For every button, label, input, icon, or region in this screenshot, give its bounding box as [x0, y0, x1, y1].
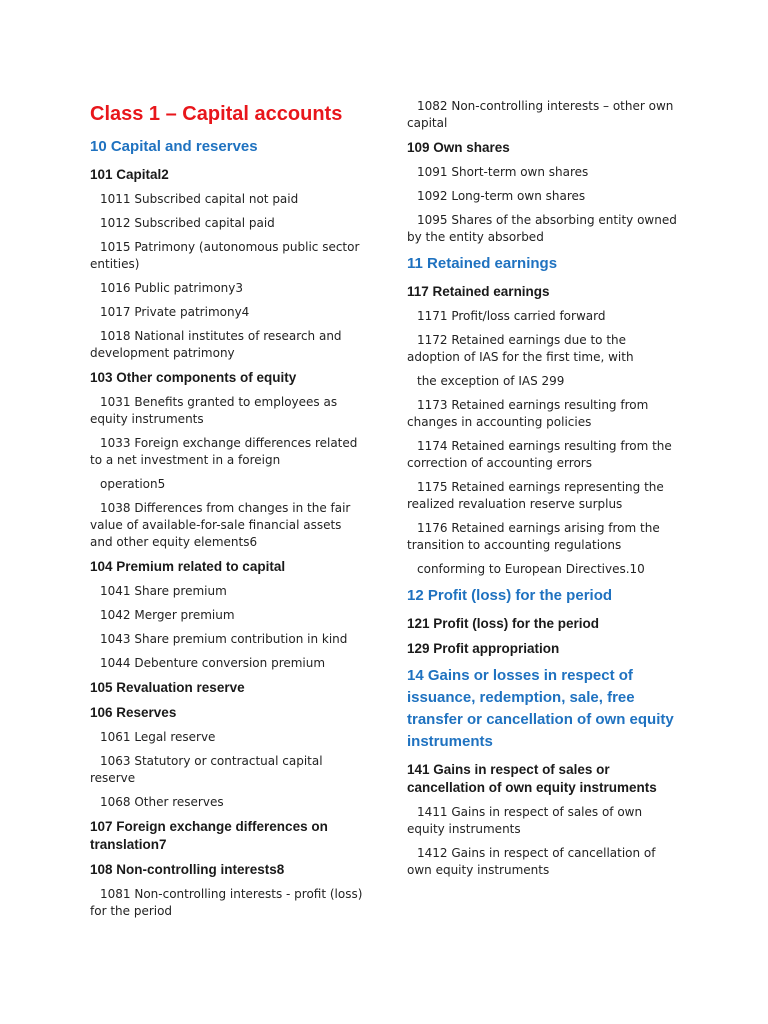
account-item-1092-long-term-own-shares: 1092 Long-term own shares [417, 189, 586, 203]
account-item-1061-legal-reserve: 1061 Legal reserve [100, 730, 216, 744]
account-item-1043-share-premium-contribution-in-kind: 1043 Share premium contribution in kind [100, 632, 348, 646]
account-item-1018-national-institutes-of-research-and: 1018 National institutes of research and development patrimony [90, 329, 342, 360]
account-heading-103-other-components-of-equity: 103 Other components of equity [90, 370, 297, 385]
account-item-1038-differences-from-changes-in-the-fai: 1038 Differences from changes in the fair value of available-for-sale financial assets and other equity elements6 [90, 501, 351, 549]
account-item-1174-retained-earnings-resulting-from-th: 1174 Retained earnings resulting from the correction of accounting errors [407, 439, 672, 470]
account-item-operation5: operation5 [100, 477, 166, 491]
account-item-1015-patrimony-autonomous-public-sector-: 1015 Patrimony (autonomous public sector entities) [90, 240, 360, 271]
account-item-1011-subscribed-capital-not-paid: 1011 Subscribed capital not paid [100, 192, 299, 206]
account-item-1063-statutory-or-contractual-capital-re: 1063 Statutory or contractual capital reserve [90, 754, 323, 785]
section-heading-14-gains-or-losses-in-respect-of-issuanc: 14 Gains or losses in respect of issuance, redemption, sale, free transfer or cancellation of own equity instruments [407, 667, 674, 750]
account-item-1176-retained-earnings-arising-from-the-: 1176 Retained earnings arising from the transition to accounting regulations [407, 521, 660, 552]
account-heading-121-profit-loss-for-the-period: 121 Profit (loss) for the period [407, 616, 600, 631]
account-item-1031-benefits-granted-to-employees-as-eq: 1031 Benefits granted to employees as equity instruments [90, 395, 338, 426]
right-column [407, 98, 682, 886]
account-item-1412-gains-in-respect-of-cancellation-of: 1412 Gains in respect of cancellation of own equity instruments [407, 846, 656, 877]
account-heading-107-foreign-exchange-differences-on-tran: 107 Foreign exchange differences on translation7 [90, 819, 328, 852]
account-heading-117-retained-earnings: 117 Retained earnings [407, 284, 550, 299]
account-item-1081-non-controlling-interests-profit-lo: 1081 Non-controlling interests - profit (loss) for the period [90, 887, 363, 918]
account-item-1095-shares-of-the-absorbing-entity-owne: 1095 Shares of the absorbing entity owned by the entity absorbed [407, 213, 677, 244]
account-item-1042-merger-premium: 1042 Merger premium [100, 608, 235, 622]
account-item-1091-short-term-own-shares: 1091 Short-term own shares [417, 165, 589, 179]
account-item-1171-profit-loss-carried-forward: 1171 Profit/loss carried forward [417, 309, 606, 323]
account-item-1173-retained-earnings-resulting-from-ch: 1173 Retained earnings resulting from changes in accounting policies [407, 398, 649, 429]
account-item-1016-public-patrimony3: 1016 Public patrimony3 [100, 281, 243, 295]
account-heading-104-premium-related-to-capital: 104 Premium related to capital [90, 559, 286, 574]
account-heading-141-gains-in-respect-of-sales-or-cancell: 141 Gains in respect of sales or cancellation of own equity instruments [407, 762, 657, 795]
account-item-1044-debenture-conversion-premium: 1044 Debenture conversion premium [100, 656, 326, 670]
account-item-1041-share-premium: 1041 Share premium [100, 584, 227, 598]
account-item-1012-subscribed-capital-paid: 1012 Subscribed capital paid [100, 216, 275, 230]
account-item-1411-gains-in-respect-of-sales-of-own-eq: 1411 Gains in respect of sales of own equity instruments [407, 805, 643, 836]
account-heading-105-revaluation-reserve: 105 Revaluation reserve [90, 680, 245, 695]
account-heading-129-profit-appropriation: 129 Profit appropriation [407, 641, 560, 656]
account-heading-101-capital2: 101 Capital2 [90, 167, 169, 182]
account-item-1172-retained-earnings-due-to-the-adopti: 1172 Retained earnings due to the adoption of IAS for the first time, with [407, 333, 634, 364]
section-heading-10-capital-and-reserves: 10 Capital and reserves [90, 138, 258, 155]
account-heading-106-reserves: 106 Reserves [90, 705, 177, 720]
account-item-conforming-to-european-directives-10: conforming to European Directives.10 [417, 562, 645, 576]
page-title: Class 1 – Capital accounts [90, 103, 343, 125]
account-item-1033-foreign-exchange-differences-relate: 1033 Foreign exchange differences related to a net investment in a foreign [90, 436, 358, 467]
account-item-the-exception-of-ias-299: the exception of IAS 299 [417, 374, 565, 388]
section-heading-12-profit-loss-for-the-period: 12 Profit (loss) for the period [407, 587, 613, 604]
account-item-1175-retained-earnings-representing-the-: 1175 Retained earnings representing the realized revaluation reserve surplus [407, 480, 664, 511]
account-heading-108-non-controlling-interests8: 108 Non-controlling interests8 [90, 862, 285, 877]
left-column [90, 100, 365, 927]
account-item-1017-private-patrimony4: 1017 Private patrimony4 [100, 305, 250, 319]
account-heading-109-own-shares: 109 Own shares [407, 140, 510, 155]
account-item-1082-non-controlling-interests-other-own: 1082 Non-controlling interests – other own capital [407, 99, 674, 130]
section-heading-11-retained-earnings: 11 Retained earnings [407, 255, 558, 272]
account-item-1068-other-reserves: 1068 Other reserves [100, 795, 224, 809]
